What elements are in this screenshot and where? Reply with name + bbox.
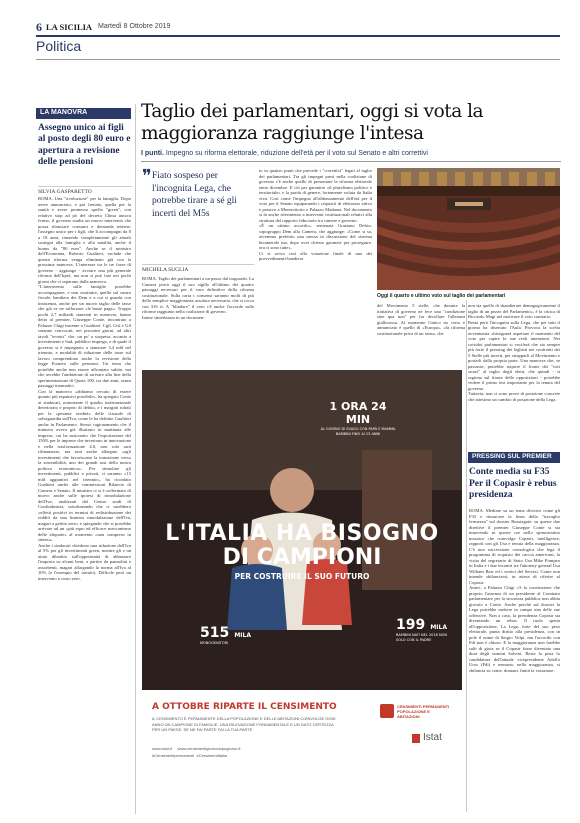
istat-text: Istat bbox=[423, 732, 442, 743]
issue-date: Martedì 8 Ottobre 2019 bbox=[98, 23, 171, 30]
paper-name: LA SICILIA bbox=[46, 22, 93, 32]
ad-stat-left bbox=[200, 622, 260, 645]
ad-headline-line1: L'ITALIA HA BISOGNO bbox=[165, 521, 439, 546]
ad-headline-line2: DI CAMPIONI bbox=[222, 545, 382, 570]
left-byline: SILVIA GASPARETTO bbox=[38, 186, 132, 195]
header-rule bbox=[36, 35, 560, 37]
right-headline: Conte media su F35 Per il Copasir è rebus presidenza bbox=[469, 467, 557, 500]
page-number: 6 bbox=[36, 20, 42, 34]
main-kicker: I punti. bbox=[141, 150, 164, 157]
ad-stat-right-sub: BAMBINI NATI NEL 2018 NON SOLO CON IL PADRE bbox=[396, 633, 447, 642]
main-col4: non sia quello di sbandierare demagogicamente il taglio di un pezzo del Parlamento», è la critica di Riccardo Magi nel motivare il voto contrario. Resta però l'incognita sulla Lega, che per tutti il giorno ha disertato l'Aula. Provoca la scelta avventurata «bisognerà aspettare il momento del voto per capire le sue reali intenzioni. Nei corridoi parlamentari si vociferà che sia sempre più forte il pressing dei leghisti nei confronti dei 5 Stelle più incerti, per strapparli al Movimento e portarli dalla propria parte. Una manovra che, se passasse, potrebbe riaprire il fronte dei "voti sicuri" al taglio degli eletti, che quindi - si ragiona sul fronte delle opposizioni - potrebbe vedere il primo test importante per la tenuta del governo. Tuttavia, non ci sono prove di posizione concrete che attestino un cambio di posizione della Lega. bbox=[468, 303, 560, 402]
right-tag: PRESSING SUL PREMIER bbox=[472, 453, 552, 460]
ad-footer-title: A OTTOBRE RIPARTE IL CENSIMENTO bbox=[152, 702, 337, 712]
pull-quote bbox=[142, 168, 260, 258]
left-tag: LA MANOVRA bbox=[40, 109, 88, 116]
left-headline: Assegno unico ai figli al posto degli 80 euro e apertura a revisione delle pensioni bbox=[38, 123, 131, 167]
istat-logo bbox=[412, 732, 456, 746]
ad-stat-left-sub: MONOGENITORI bbox=[200, 641, 229, 645]
left-tag-bar bbox=[36, 108, 131, 119]
right-tag-bar bbox=[468, 452, 560, 463]
subhead-rule bbox=[141, 161, 561, 162]
istat-mark-icon bbox=[412, 734, 420, 743]
right-body: ROMA. Mediare su un tema divisivo come gli F35 e rimarcare la linea della "travaglio fermezza" sul dossier Russiagate: su queste due direttive il premier Giuseppe Conte si sta muovendo in queste ore nello spinosissimo mosaico che coinvolge Copasir, intelligence, rapporti con gli Usa e tenuta della maggioranza. C'è una successione cronologica che lega il programma di acquisto dei caccia americani, la visita del segretario di Stato Usa Mike Pompeo in Italia e i due incontri tra l'attorney general Usa William Barr ed i vertici del Servizi. Conte non intende sbilanciarsi, in attesa di riferire al Copasir. Amici, a Palazzo Chigi c'è la convinzione che proprio l'assenza di un presidente al Comitato parlamentare per la sicurezza pubblica non abbia giovato a Conte. Anche perché sul dossier la Lega potrebbe mettere in campo una delle sue offensive. Non a caso, la presidenza Copasir sta diventando un rebus. Il ruolo spetta all'opposizione. La Lega, forte del suo peso elettorale, punta diritto alla presidenza, con in pole il nome di Sergio Volpi, ma l'accordo con Fdi non è chiuso. E la maggioranza non farebbe salti di gioia se il Copasir fosse diventato una dura degli uomini Salvini. Resta la pista lo candidatura dell'attuale vicepresidente Adolfo Urso (Fdi) e nessuno, nella maggioranza, si sbilancia su come, domani, finirà la votazione. bbox=[469, 508, 560, 673]
main-col2: to in quattro punti che prevede i "correttivi" legati al taglio dei parlamentari. Tra gli impegni presi nella coalizione di governo c'è anche quello di presentare la riforma elettorale entro dicembre. E ciò per garantire «il pluralismo politico e territoriale» e la parità di genere, fortemente voluta da Italia viva. Così come l'impegno all'abbassamento dell'età per il voto per il Senato equiparando i requisiti di elettorato attivo e passivo a Montecitorio e Palazzo Madama. Nel documento si fa anche riferimento a interventi costituzionali relativi alla struttura del rapporto fiduciario tra camere e governo. «È un ottimo accordo», sentenzia Graziano Delrio, capogruppo Dem alla Camera, che aggiunge: «Come si sa, avremmo preferito una messa in discussione del sistema bicamerale ma, dopo over chiesto garanzie per proseguire, ora ci sono tutte». Ci si avvia così alla votazione finale di uno dei provvedimenti-bandiera bbox=[259, 168, 372, 261]
ad-stat-right-value: 199 bbox=[396, 617, 426, 633]
census-ad bbox=[142, 370, 462, 800]
ad-headline bbox=[142, 522, 462, 582]
main-byline: MICHELA SUGLIA bbox=[142, 264, 254, 273]
parliament-hall-image bbox=[377, 168, 560, 290]
ad-stat-top-sub: AL GIORNO DI SVAGO CON PAPÀ E MAMMA BAMBINI FINO AI 13 ANNI bbox=[320, 427, 396, 436]
main-col3: del Movimento 5 stelle, che durante la trattativa di governo ne fece una "condizione sine qua non" per far decollare l'alleanza giallorossa. Al momento l'unico no certo e annunciato è quello di «Europa», «fa riforma costituzionale priva di un senso, che bbox=[377, 303, 465, 336]
page-header bbox=[36, 20, 560, 50]
ad-stat-top bbox=[318, 400, 398, 436]
census-logo-text: CENSIMENTI PERMANENTI POPOLAZIONE E ABITAZIONI bbox=[397, 704, 450, 719]
ad-footer-body: IL CENSIMENTO È PERMANENTE DELLA POPOLAZIONE E DELLE ABITAZIONI COINVOLGE OGNI ANNO UN CAMPIONE DI FAMIGLIE. UNA RILEVAZIONE FONDAMENTALE E UN DATO CERTEZZA PER UN PAESE. SE NE FAI PARTE FAI LA TUA PARTE bbox=[152, 716, 336, 732]
pull-quote-text: Fiato sospeso per l'incognita Lega, che potrebbe tirare a sé gli incerti del M5s bbox=[152, 171, 237, 219]
main-subhead-line bbox=[141, 150, 561, 157]
photo-caption: Oggi il quarto e ultimo voto sul taglio dei parlamentari bbox=[377, 293, 506, 299]
left-body: ROMA. Una "rivoluzione" per la famiglia. Dopo avere annunciato, e poi frenato, quella per la sanità e avere promesso quella "green", con relativo stop ad pò del decreto Clima ancora fermo, il governo studia un nuovo intervento che possa rilanciare consumi e domanda interna: l'assegno unico per i figli, che li accompagni da 0 a 18 anni, riunendo completamente gli attuali sostegni alla famiglia e alla natalità, anche il bonus da "80 euro". Anche se il ministro dell'Economia, Roberto Gualtieri, esclude che questa riforma venga eliminato già con la prossima manovra. L'interesse tra le tre forze di governo - aggiunge - avviare una più generale riforma dell'Irpef, ma non si può fare nei pochi giorni che ci separano dalla manovra. "L'interavento sulle famiglie potrebbe accompagnare, e non sostituire, quella sul cuneo fiscale, bandiera dei Dem e a cui si guarda con insistenza, anche per un nuovo taglio delle tasse che già ve ne rafforzare «le buste paga». Troppo pochi 2,7 miliardi stanziati in manovra, hanno detto al premier, Giuseppe Conte, incontrato a Palazzo Chigi insieme a Gualtieri. Cgil, Cisl e Uil saranno convocati, nei prossimi giorni, ad altri tavoli "tecnici" che, un po' a sorpresa, accanto a investimenti e Sud, pubblico impiego, e di quale il governo si è impegnato a stanziare 3,4 mld nel triennio, e modalità di riduzione delle tasse sul lavoro comprendono anche la revisione della legge Fornero sulle pensioni. Un tema che potrebbe anche non essere affrontato subito, ma che avrebbe l'ambizione di arrivare alla fine della sperimentazione di Quota 100, tra due anni, senza passaggi traumatici. Con la manovra «abbiamo cercato di essere quanto più espansivi possibile», ha spiegato Conte ai sindacati, nonostante il quadro internazionale deteriorato e proprio di debito, e i margini ridotti per la «pesante eredità» delle clausole di salvaguardia sull'Iva, come le ha definite Gualtieri anche in Parlamento. Stesso ragionamento che il ministro aveva già illustrato in mattinata alle imprese, cui ha assicurato che l'esportazione del 150% per le imprese che investono in innovazione e nella trasformazione 4.0, non solo sarà rifinanziato, ma sarà anche allargato «agli investimenti che favoriscano la transizione verso la sostenibilità, uno dei grandi assi della nostra politica economica». Per stimolare gli investimenti, pubblici e privati, ci saranno «15 mld aggiuntivi nel triennio», ha ricordato Gualtieri anche alle commissioni Bilancio di Camera e Senato. Il ministro ci si è soffermato di nuovo anche sulle ipotesi di rimodulazione dell'Iva, analizzati dal Centro studi di Confindustria, sottolineando che ci sarebbero «effetti positivi in termini di redistribuzione dei redditi da una limitata rimodulazione dell'Iva, magari a gettito zero» e spiegando che si potrebbe arrivare ad un «più equo ed efficace meccanismo delle aliquote» al momento «non compreso in sintesi». Anche i sindacati chiedono una riduzione dell'Iva al 5% per gli investimenti green, mentre gli e un aiuto dibattito sull'opportunità di abbassare l'imposta su alcuni beni, a partire da pannolini e assorbenti, magari allargando la norma all'Iva al 10% (e l'esempio del tartufo). Difficile però un intervento a costo zero. bbox=[38, 196, 131, 581]
census-logo bbox=[380, 704, 452, 728]
ad-stat-right bbox=[396, 614, 452, 642]
ad-sub: PER COSTRUIRE IL SUO FUTURO bbox=[234, 572, 370, 581]
ad-footer bbox=[142, 690, 462, 800]
main-headline: Taglio dei parlamentari, oggi si vota la maggioranza raggiunge l'intesa bbox=[141, 101, 484, 144]
ad-footer-url: www.istat.it www.censimentigiornodopogiorno.it bbox=[152, 746, 241, 751]
section-rule bbox=[36, 59, 560, 60]
ad-stat-top-value: 1 ORA 24 MIN bbox=[329, 400, 387, 426]
ad-stat-right-unit: MILA bbox=[430, 624, 447, 631]
quote-mark-icon: ❞ bbox=[142, 166, 152, 187]
right-col-rule bbox=[466, 300, 467, 812]
left-col-rule bbox=[135, 104, 136, 814]
ad-footer-hashtag: #Censimentipermanenti #Censimentiitalia bbox=[152, 753, 227, 758]
ad-stat-left-value: 515 bbox=[200, 625, 230, 641]
section-title: Politica bbox=[36, 38, 82, 54]
ad-stat-left-unit: MILA bbox=[234, 632, 251, 639]
main-subhead: Impegno su riforma elettorale, riduzione dell'età per il voto sul Senato e altri correttivi bbox=[165, 150, 428, 157]
census-logo-mark bbox=[380, 704, 394, 718]
parliament-photo bbox=[377, 168, 560, 290]
main-col1: ROMA. Taglio dei parlamentari a un passo dal traguardo. La Camera porrà oggi il suo sigillo all'ultimo dei quattro passaggi necessari per il varo definitivo della riforma costituzionale. Sulla carta i consensi saranno molti di più della semplice maggioranza assoluta necessaria, che si tocca con 316 sì. A "blindare" il voto c'è anche l'accordo sulle riforme raggiunto nella coalizione di governo. Intese sintetizzata in un documen- bbox=[142, 276, 254, 320]
